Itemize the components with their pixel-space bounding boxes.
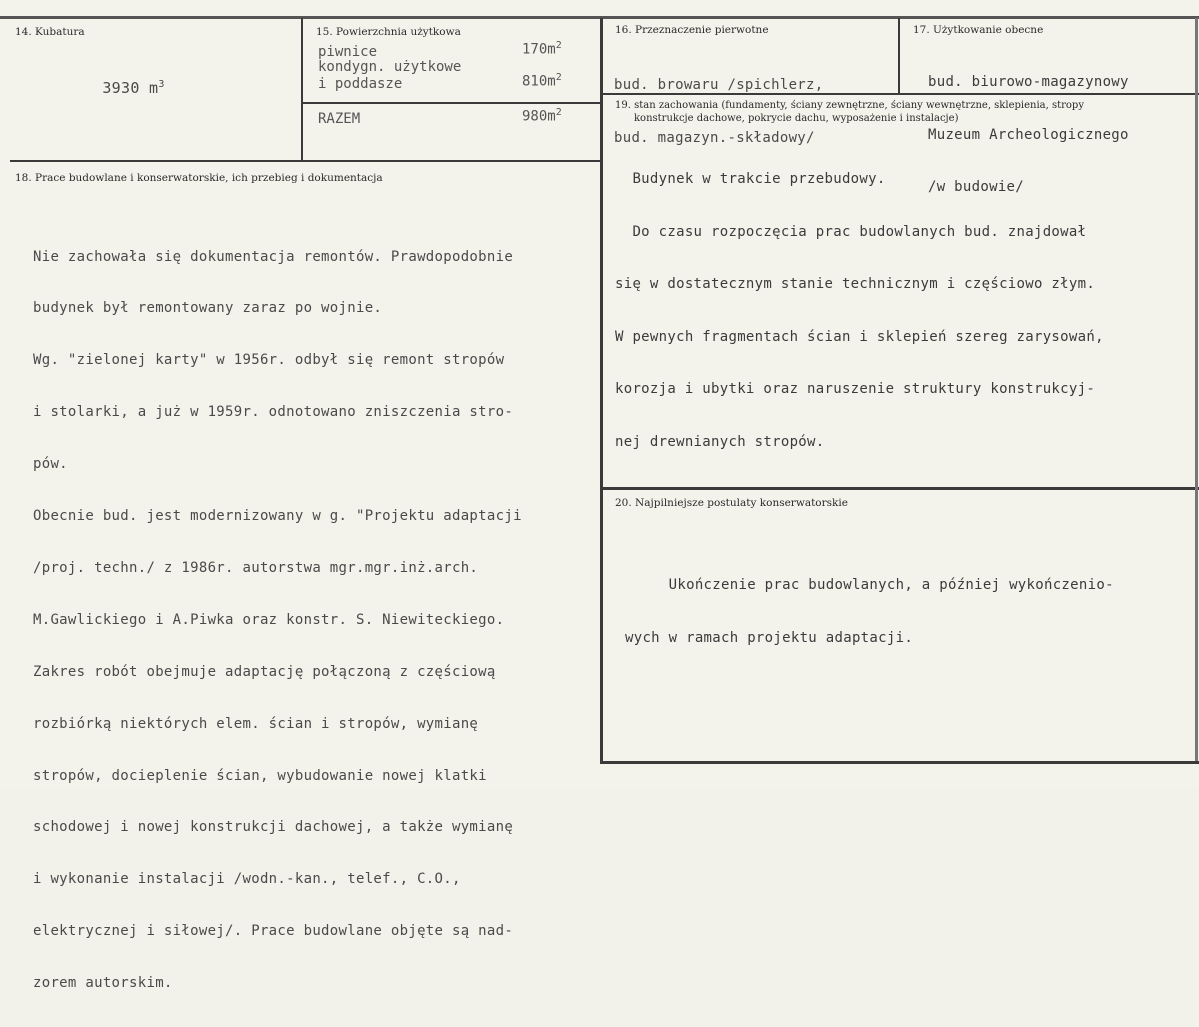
sec15-row-poddasze [318,76,402,92]
sec15-total-label: RAZEM [318,111,361,127]
sec18-line: pów. [33,456,68,473]
sec15-row-piwnice-value [522,40,562,58]
sec15-row-sup: 2 [555,72,562,83]
sec15-total-rule [303,102,602,104]
sec18-line: zorem autorskim. [33,975,173,992]
sec18-line: elektrycznej i siłowej/. Prace budowlane objęte są nad- [33,923,514,940]
sec18-text [33,214,522,1027]
sec15-row-name: kondygn. użytkowe [318,59,462,75]
sec18-line: Zakres robót obejmuje adaptację połączoną z częściową [33,663,496,680]
sec18-line: schodowej i nowej konstrukcji dachowej, a także wymianę [33,819,514,836]
sec19-label [615,99,1084,125]
sec19-line: się w dostatecznym stanie technicznym i częściowo złym. [615,276,1096,292]
sec17-line: /w budowie/ [928,179,1025,195]
sec18-line: M.Gawlickiego i A.Piwka oraz konstr. S. Niewiteckiego. [33,611,505,628]
sec18-line: /proj. techn./ z 1986r. autorstwa mgr.mgr.inż.arch. [33,559,479,576]
bottom-border [600,761,1199,764]
sec15-row-name: piwnice [318,44,378,60]
main-vertical-divider [600,18,603,763]
sec17-line: bud. biurowo-magazynowy [928,74,1129,90]
sec15-total-sup: 2 [555,107,562,118]
sec19-text [615,136,1104,486]
col-divider-14-15 [301,18,303,161]
sec20-line: wych w ramach projektu adaptacji. [625,629,914,646]
sec18-line: Obecnie bud. jest modernizowany w g. "Projektu adaptacji [33,508,522,525]
sec15-row-kondygn [318,59,461,75]
sec18-line: Wg. "zielonej karty" w 1956r. odbył się remont stropów [33,352,505,369]
sec14-value [65,58,165,115]
sec17-line: Muzeum Archeologicznego [928,126,1129,143]
sec20-text [625,542,1114,682]
sec18-line: i wykonanie instalacji /wodn.-kan., telef., C.O., [33,871,461,888]
sec15-row-value: 810m [522,73,556,90]
right-edge [1195,18,1198,763]
sec15-label: 15. Powierzchnia użytkowa [316,26,461,38]
sec17-label: 17. Użytkowanie obecne [913,24,1044,36]
sec19-line: Do czasu rozpoczęcia prac budowlanych bud. znajdował [615,223,1087,240]
sec18-line: i stolarki, a już w 1959r. odnotowano zniszczenia stro- [33,404,514,421]
sec20-label: 20. Najpilniejsze postulaty konserwatorskie [615,497,848,509]
header-bottom-rule-left [10,160,602,162]
sec19-line: W pewnych fragmentach ścian i sklepień szereg zarysowań, [615,328,1104,345]
sec15-total-value [522,107,562,125]
sec19-line: korozja i ubytki oraz naruszenie struktury konstrukcyj- [615,381,1096,397]
sec19-label-line: 19. stan zachowania (fundamenty, ściany zewnętrzne, ściany wewnętrzne, sklepienia, stropy [615,100,1084,111]
sec15-row-poddasze-value [522,72,562,90]
sec15-row-sup: 2 [555,40,562,51]
sec16-line: bud. magazyn.-składowy/ [614,129,815,146]
rule-19-20 [603,487,1199,490]
sec19-line: nej drewnianych stropów. [615,433,825,450]
sec19-label-line: konstrukcje dachowe, pokrycie dachu, wyposażenie i instalacje) [634,113,959,124]
sec15-row-value: 170m [522,41,556,58]
sec18-line: stropów, docieplenie ścian, wybudowanie nowej klatki [33,767,487,784]
sec18-line: rozbiórką niektórych elem. ścian i stropów, wymianę [33,715,479,732]
sec15-total-number: 980m [522,108,556,125]
sec14-unit-sup: 3 [158,78,165,90]
sec18-line: Nie zachowała się dokumentacja remontów. Prawdopodobnie [33,248,514,265]
col-divider-16-17 [898,18,900,94]
sec18-line: budynek był remontowany zaraz po wojnie. [33,300,383,317]
sec19-line: Budynek w trakcie przebudowy. [615,171,886,187]
sec15-row-piwnice [318,44,377,60]
sec14-volume: 3930 m [102,78,159,97]
sec20-line: Ukończenie prac budowlanych, a później wykończenio- [625,577,1114,593]
sec16-line: bud. browaru /spichlerz, [614,77,824,93]
sec14-label: 14. Kubatura [15,26,85,38]
sec15-row-name: i poddasze [318,76,403,92]
sec18-label: 18. Prace budowlane i konserwatorskie, ich przebieg i dokumentacja [15,172,383,184]
sec16-label: 16. Przeznaczenie pierwotne [615,24,769,36]
